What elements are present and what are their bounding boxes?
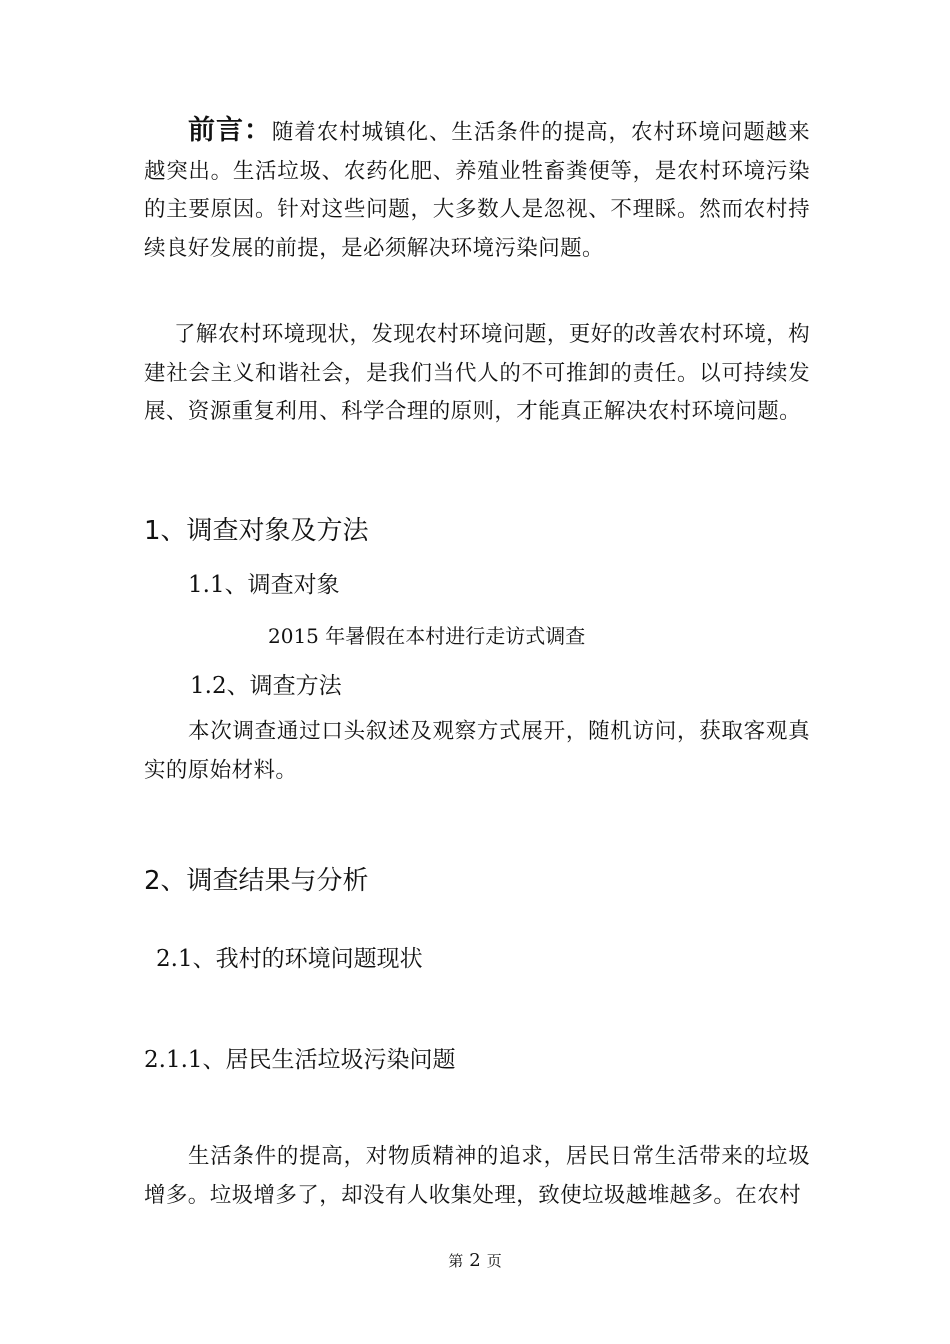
page-number: 2 xyxy=(469,1250,481,1271)
preface-paragraph-2: 了解农村环境现状，发现农村环境问题，更好的改善农村环境，构建社会主义和谐社会，是我们当代人的不可推卸的责任。以可持续发展、资源重复利用、科学合理的原则，才能真正解决农村环境问题。 xyxy=(144,322,810,424)
preface-text: 随着农村城镇化、生活条件的提高，农村环境问题越来越突出。生活垃圾、农药化肥、养殖业牲畜粪便等，是农村环境污染的主要原因。针对这些问题，大多数人是忽视、不理睬。然而农村持续良好发展的前提，是必须解决环境污染问题。 xyxy=(144,120,810,261)
section-1-2-text: 本次调查通过口头叙述及观察方式展开，随机访问，获取客观真实的原始材料。 xyxy=(144,719,810,783)
section-1-heading: 1、调查对象及方法 xyxy=(144,516,369,546)
footer-prefix: 第 xyxy=(448,1252,464,1270)
footer-suffix: 页 xyxy=(486,1252,502,1270)
section-2-heading: 2、调查结果与分析 xyxy=(144,866,369,896)
section-2-1-1-heading: 2.1.1、居民生活垃圾污染问题 xyxy=(144,1047,456,1073)
section-1-1-heading: 1.1、调查对象 xyxy=(188,572,340,598)
page-footer xyxy=(0,1250,950,1271)
section-1-1-text: 2015 年暑假在本村进行走访式调查 xyxy=(268,624,586,648)
preface-paragraph xyxy=(144,112,810,268)
section-2-1-1-text: 生活条件的提高，对物质精神的追求，居民日常生活带来的垃圾增多。垃圾增多了，却没有人收集处理，致使垃圾越堆越多。在农村 xyxy=(144,1144,810,1208)
preface-label: 前言： xyxy=(188,115,272,146)
section-2-1-heading: 2.1、我村的环境问题现状 xyxy=(156,946,423,972)
section-1-2-heading: 1.2、调查方法 xyxy=(190,673,342,699)
